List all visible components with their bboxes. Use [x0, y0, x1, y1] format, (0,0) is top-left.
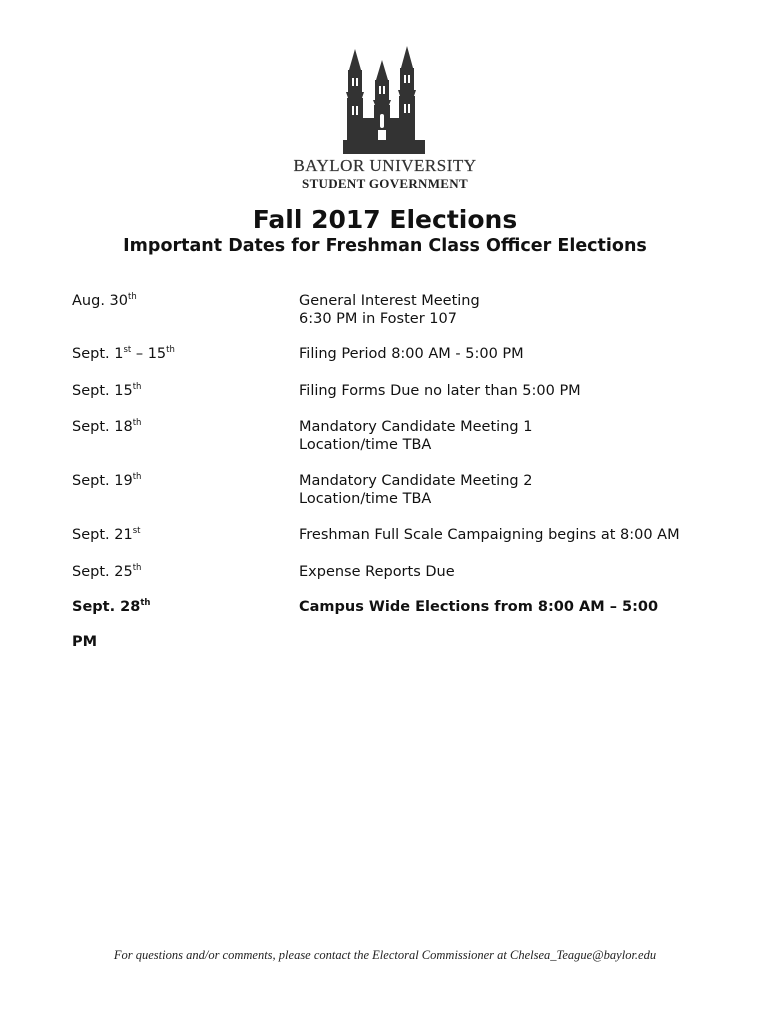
event-line: Mandatory Candidate Meeting 1: [299, 419, 533, 435]
schedule-event: [299, 598, 658, 616]
schedule-date: Sept. 19th: [72, 472, 142, 489]
page-subtitle: Important Dates for Freshman Class Officer Elections: [123, 236, 647, 256]
schedule-event: [299, 382, 581, 400]
schedule-date: Sept. 18th: [72, 418, 142, 435]
schedule-event: [299, 345, 524, 363]
schedule-event: [299, 472, 532, 508]
logo: [290, 44, 480, 194]
page-title: Fall 2017 Elections: [252, 205, 518, 234]
event-line: Mandatory Candidate Meeting 2: [299, 473, 533, 489]
schedule-event: [299, 563, 455, 581]
event-line: Filing Forms Due no later than 5:00 PM: [299, 383, 581, 399]
schedule-event: [299, 292, 480, 328]
event-line: Freshman Full Scale Campaigning begins at 8:00 AM: [299, 527, 680, 543]
event-continuation: PM: [72, 634, 98, 650]
event-line: Expense Reports Due: [299, 564, 455, 580]
schedule-date: Sept. 21st: [72, 526, 141, 543]
schedule-date: Sept. 28th: [72, 598, 151, 615]
event-detail: Location/time TBA: [299, 437, 432, 453]
schedule-date: Sept. 25th: [72, 563, 142, 580]
schedule-date: Sept. 1st – 15th: [72, 345, 175, 362]
event-line: Filing Period 8:00 AM - 5:00 PM: [299, 346, 524, 362]
schedule-event: [299, 526, 680, 544]
schedule-date: Sept. 15th: [72, 382, 142, 399]
logo-university-name: BAYLOR UNIVERSITY: [293, 156, 477, 175]
event-line: General Interest Meeting: [299, 293, 480, 309]
schedule-event: [299, 418, 532, 454]
event-line: Campus Wide Elections from 8:00 AM – 5:00: [299, 599, 659, 615]
footer-contact: For questions and/or comments, please contact the Electoral Commissioner at Chelsea_Teague@baylor.edu: [113, 948, 657, 962]
logo-student-government: STUDENT GOVERNMENT: [302, 176, 468, 191]
event-detail: 6:30 PM in Foster 107: [299, 311, 457, 327]
towers-icon: [340, 44, 430, 154]
schedule-date: Aug. 30th: [72, 292, 137, 309]
event-detail: Location/time TBA: [299, 491, 432, 507]
